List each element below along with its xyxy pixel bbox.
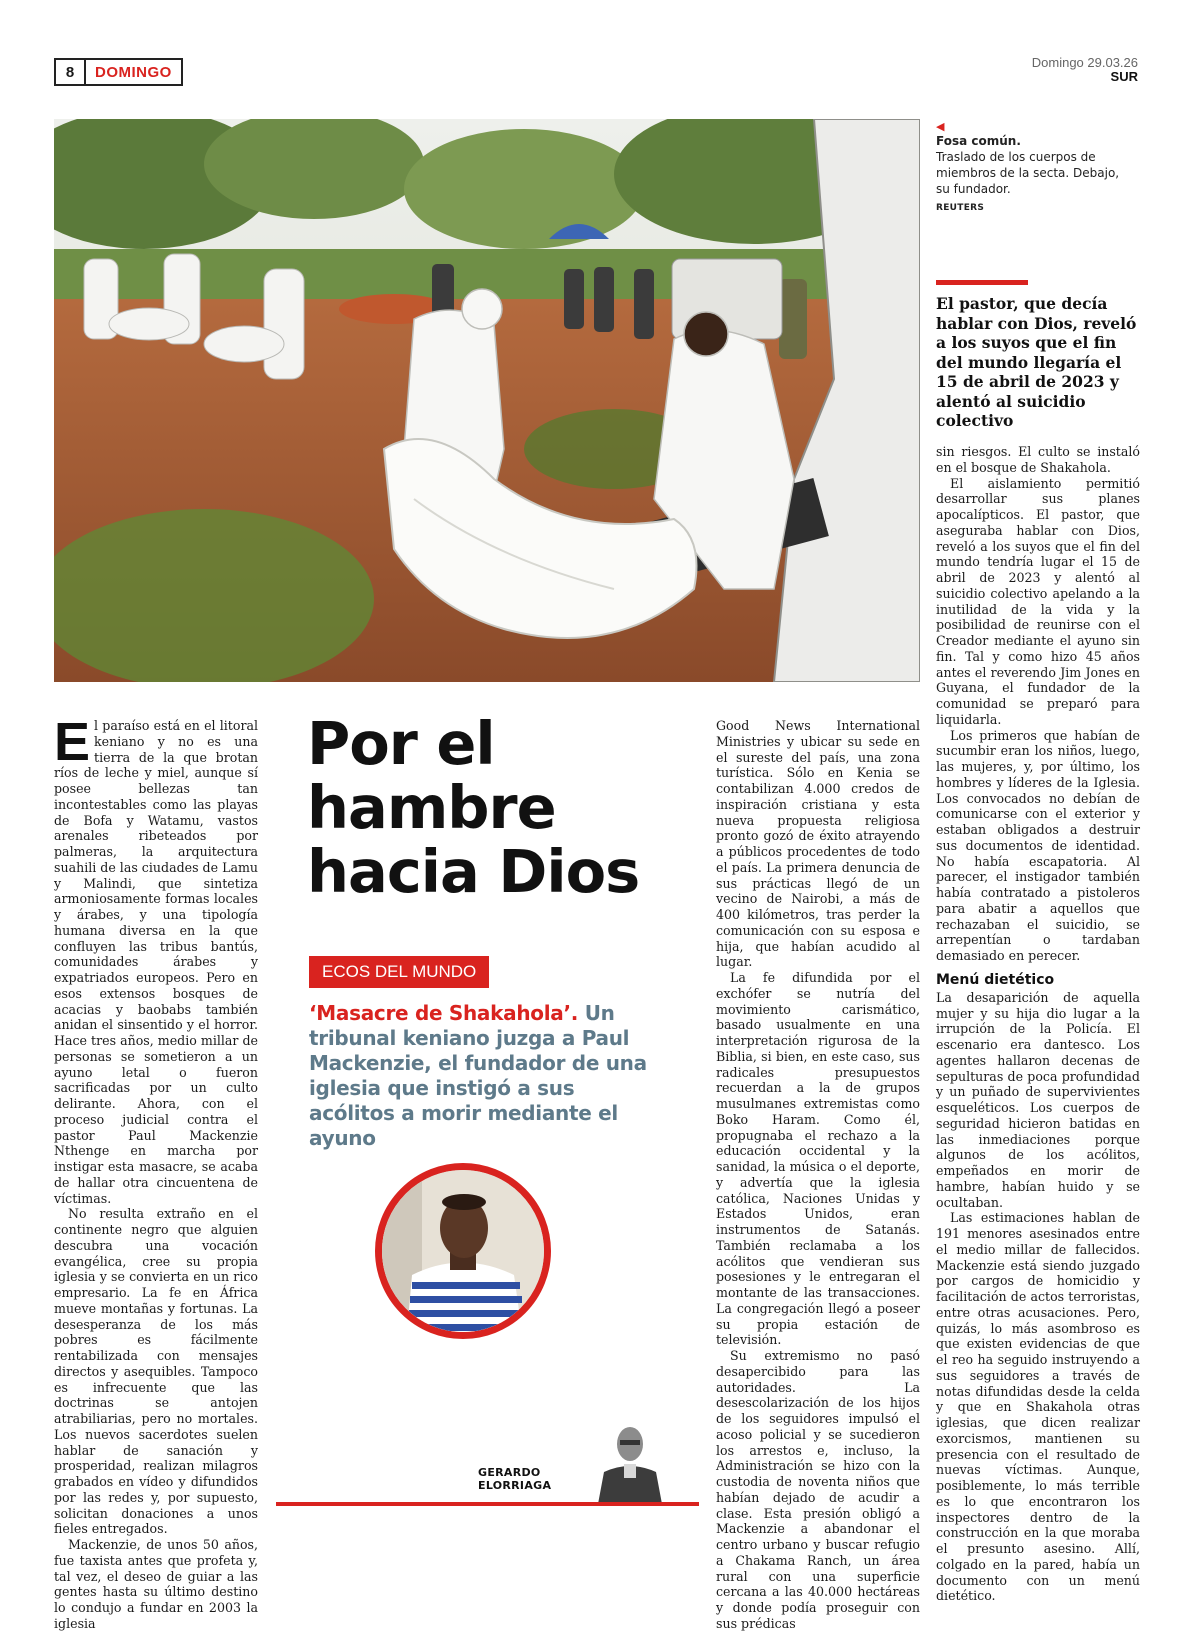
body-column-4	[936, 444, 1140, 1604]
page-header-box	[54, 58, 183, 86]
paragraph: La fe difundida por el exchófer se nutría del movimiento carismático, basado usualmente en una interpretación rigurosa de la Biblia, si bien, en este caso, sus radicales presupuestos recuerdan a la de grupos musulmanes extremistas como Boko Haram. Como él, propugnaba el rechazo a la educación occidental y la sanidad, la música o el deporte, y advertía que la iglesia católica, Naciones Unidas y Estados Unidos, eran instrumentos de Satanás. También reclamaba a los acólitos que vendieran sus posesiones y le entregaran el montante de las transacciones. La congregación llegó a poseer su propia estación de televisión.	[716, 970, 920, 1348]
section-label: DOMINGO	[95, 63, 172, 81]
photo-caption	[936, 119, 1131, 216]
byline-first-name: GERARDO	[478, 1466, 541, 1479]
caption-credit: REUTERS	[936, 203, 985, 213]
paragraph: Good News International Ministries y ubicar su sede en el sureste del país, una zona turística. Sólo en Kenia se contabilizan 4.000 credos de inspiración cristiana y esta nueva propuesta religiosa pronto gozó de éxito atrayendo a públicos procedentes de todo el país. La primera denuncia de sus prácticas llegó de un vecino de Nairobi, a más de 400 kilómetros, tras perder la comunicación con su esposa e hija, que habían acudido al lugar.	[716, 718, 920, 970]
byline-last-name: ELORRIAGA	[478, 1479, 552, 1492]
founder-portrait	[375, 1163, 551, 1339]
pull-quote-rule	[936, 280, 1028, 285]
deck-lead: ‘Masacre de Shakahola’.	[309, 1001, 579, 1025]
body-column-3	[716, 718, 920, 1632]
paragraph: No resulta extraño en el continente negro que alguien descubra una vocación evangélica, cree su propia iglesia y se convierta en un rico empresario. La fe en África mueve montañas y fortunas. La desesperanza de los más pobres es fácilmente rentabilizada con mensajes directos y asequibles. Tampoco es infrecuente que las doctrinas se antojen atrabiliarias, pero no mortales. Los nuevos sacerdotes suelen hablar de sanación y prosperidad, realizan milagros grabados en vídeo y difundidos por las redes y, por supuesto, solicitan donaciones a unos fieles entregados.	[54, 1206, 258, 1537]
main-photo	[54, 119, 920, 682]
deck	[309, 1001, 654, 1151]
header-date-block	[1032, 56, 1138, 84]
section-kicker: ECOS DEL MUNDO	[309, 956, 489, 988]
byline	[478, 1466, 551, 1492]
author-photo	[594, 1420, 666, 1504]
paragraph: La desaparición de aquella mujer y su hija dio lugar a la irrupción de la Policía. El escenario era dantesco. Los agentes hallaron decenas de sepulturas de poca profundidad y un puñado de supervivientes esqueléticos. Los cuerpos de seguridad hicieron batidas en las inmediaciones porque algunos de los acólitos, empeñados en morir de hambre, habían huido y se ocultaban.	[936, 989, 1140, 1210]
paragraph: El aislamiento permitió desarrollar sus planes apocalípticos. El pastor, que aseguraba hablar con Dios, reveló a los suyos que el fin del mundo tendría lugar el 15 de abril de 2023 y alentó al suicidio colectivo apelando a la inutilidad de la vida y la posibilidad de reunirse con el Creador mediante el ayuno sin fin. Tal y como hizo 45 años antes el reverendo Jim Jones en Guyana, el fundador de la comunidad se preparó para liquidarla.	[936, 475, 1140, 727]
newspaper-name: SUR	[1110, 69, 1138, 84]
page-number: 8	[56, 60, 86, 84]
caption-text: Traslado de los cuerpos de miembros de la secta. Debajo, su fundador.	[936, 150, 1120, 196]
pull-quote: El pastor, que decía hablar con Dios, reveló a los suyos que el fin del mundo llegaría el 15 de abril de 2023 y alentó al suicidio colectivo	[936, 294, 1137, 430]
paragraph: Mackenzie, de unos 50 años, fue taxista antes que profeta y, tal vez, el deseo de guiar a las gentes hasta su último destino lo condujo a fundar en 2003 la iglesia	[54, 1537, 258, 1631]
headline: Por el hambre hacia Dios	[307, 709, 640, 906]
caption-arrow-icon: ◀	[936, 120, 945, 133]
paragraph: El paraíso está en el litoral keniano y no es una tierra de la que brotan ríos de leche y miel, aunque sí posee bellezas tan incontestables como las playas de Bofa y Watamu, vastos arenales ribeteados por palmeras, la arquitectura suahili de las ciudades de Lamu y Malindi, que sintetiza armoniosamente formas locales y árabes, y una tipología humana diversa en la que confluyen las tribus bantús, comunidades árabes y expatriados europeos. Pero en esos extensos bosques de acacias y baobabs también anidan el sinsentido y el horror. Hace tres años, medio millar de personas se sometieron a un ayuno letal o fueron sacrificadas por un culto delirante. Ahora, con el proceso judicial contra el pastor Paul Mackenzie Nthenge en marcha por instigar esta masacre, se acaba de hallar otra cincuentena de víctimas.	[54, 712, 258, 1206]
caption-title: Fosa común.	[936, 134, 1021, 148]
article-bottom-rule	[276, 1502, 699, 1506]
paragraph: sin riesgos. El culto se instaló en el bosque de Shakahola.	[936, 444, 1140, 475]
subheading: Menú dietético	[936, 971, 1055, 988]
issue-date: Domingo 29.03.26	[1031, 55, 1138, 70]
deck-text: Un tribunal keniano juzga a Paul Mackenzie, el fundador de una iglesia que instigó a sus acólitos a morir mediante el ayuno	[309, 1001, 647, 1150]
paragraph: Las estimaciones hablan de 191 menores asesinados entre el medio millar de fallecidos. Mackenzie está siendo juzgado por cargos de homicidio y facilitación de actos terroristas, entre otras acusaciones. Pero, quizás, lo más asombroso es que existen evidencias de que el reo ha seguido instruyendo a sus seguidores a través de notas difundidas desde la celda y que en Shakahola otras iglesias, que dicen realizar exorcismos, mantienen su presencia con el resultado de nuevas víctimas. Aunque, posiblemente, lo más terrible es lo que encontraron los inspectores dentro de la construcción en la que moraba el presunto asesino. Allí, colgado en la pared, había un documento con un menú dietético.	[936, 1210, 1140, 1604]
body-column-1	[54, 712, 258, 1632]
paragraph: Su extremismo no pasó desapercibido para las autoridades. La desescolarización de los hijos de los seguidores impulsó el acoso policial y se sucedieron los arrestos e, incluso, la Administración se hizo con la custodia de noventa niños que habían dejado de acudir a clase. Esta presión obligó a Mackenzie a abandonar el centro urbano y buscar refugio a Chakama Ranch, un área rural con una superficie cercana a las 40.000 hectáreas y donde podía proseguir con sus prédicas	[716, 1348, 920, 1631]
drop-cap: E	[54, 712, 91, 772]
paragraph: Los primeros que habían de sucumbir eran los niños, luego, las mujeres, y, por último, los hombres y líderes de la Iglesia. Los convocados no debían de comunicarse con el exterior y estaban obligados a destruir sus documentos de identidad. No había escapatoria. Al parecer, el instigador también había contratado a pistoleros para abatir a aquellos que rechazaban el suicidio, se arrepentían o tardaban demasiado en perecer.	[936, 727, 1140, 963]
